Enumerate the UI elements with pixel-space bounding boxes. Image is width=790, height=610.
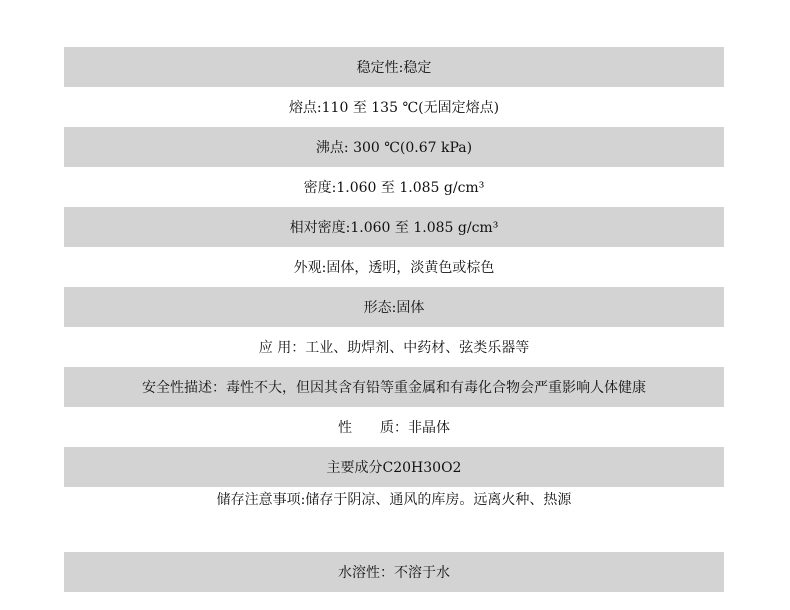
property-text: 外观:固体，透明，淡黄色或棕色 <box>293 260 495 276</box>
property-text: 安全性描述：毒性不大，但因其含有铅等重金属和有毒化合物会严重影响人体健康 <box>142 380 646 396</box>
property-row-composition <box>64 447 724 487</box>
property-row-safety <box>64 367 724 407</box>
property-row-stability <box>64 47 724 87</box>
property-table <box>64 47 724 592</box>
property-text: 稳定性:稳定 <box>356 60 432 76</box>
property-text: 密度:1.060 至 1.085 g/cm³ <box>303 180 485 196</box>
property-row-storage <box>64 487 724 552</box>
property-row-application <box>64 327 724 367</box>
property-text: 储存注意事项:储存于阴凉、通风的库房。远离火种、热源 <box>216 492 572 508</box>
property-text: 水溶性：不溶于水 <box>338 565 450 581</box>
property-text: 沸点: 300 ℃(0.67 kPa) <box>315 140 473 156</box>
property-row-relative-density <box>64 207 724 247</box>
property-text: 性 质：非晶体 <box>338 420 450 436</box>
property-text: 相对密度:1.060 至 1.085 g/cm³ <box>289 220 499 236</box>
property-text: 形态:固体 <box>363 300 425 316</box>
property-row-appearance <box>64 247 724 287</box>
property-row-density <box>64 167 724 207</box>
property-text: 熔点:110 至 135 ℃(无固定熔点) <box>288 100 500 116</box>
property-row-form <box>64 287 724 327</box>
property-row-boiling-point <box>64 127 724 167</box>
property-row-melting-point <box>64 87 724 127</box>
property-text: 主要成分C20H30O2 <box>326 460 462 476</box>
property-row-nature <box>64 407 724 447</box>
property-text: 应 用：工业、助焊剂、中药材、弦类乐器等 <box>258 340 530 356</box>
property-row-solubility <box>64 552 724 592</box>
